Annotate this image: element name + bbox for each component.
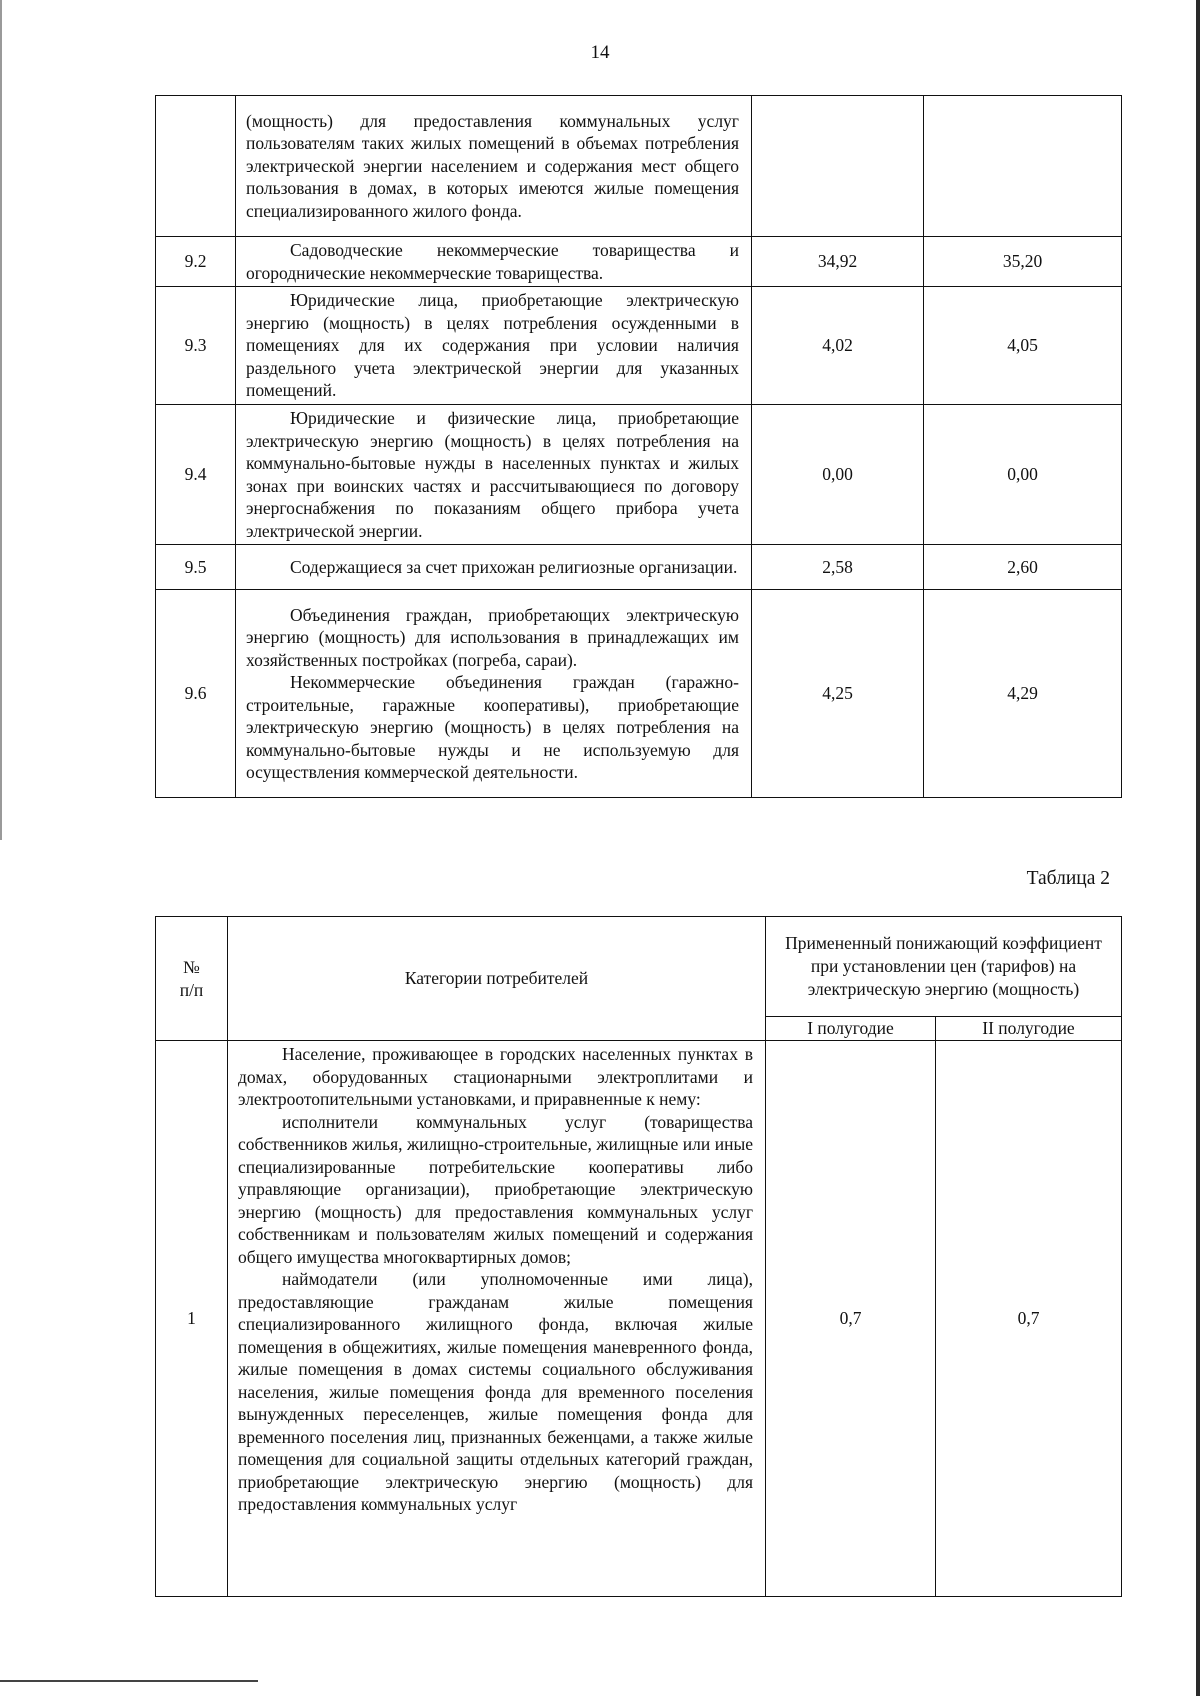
header-row	[156, 917, 1122, 1017]
category-paragraph: Объединения граждан, приобретающих электрическую энергию (мощность) для использования в принадлежащих им хозяйственных постройках (погреба, сараи).	[246, 604, 739, 670]
row-number	[156, 96, 236, 237]
page-number: 14	[590, 42, 610, 63]
table-row	[156, 96, 1122, 237]
header-number-abbr: п/п	[179, 979, 204, 1000]
value-half2	[924, 96, 1122, 237]
category-paragraph: Население, проживающее в городских населенных пунктах в домах, оборудованных стационарными электроплитами и электроотопительными установками, и приравненные к нему:	[238, 1044, 753, 1109]
scan-edge-right	[1196, 0, 1200, 1696]
table-caption: Таблица 2	[1026, 868, 1110, 889]
header-number	[156, 917, 228, 1041]
row-category-text	[236, 545, 752, 590]
row-category-text	[228, 1041, 766, 1597]
value-half1: 2,58	[752, 545, 924, 590]
category-paragraph: Юридические лица, приобретающие электрическую энергию (мощность) в целях потребления осужденными в помещениях для их содержания при условии наличия раздельного учета электрической энергии для указанных помещений.	[246, 290, 739, 401]
header-coefficient: Примененный понижающий коэффициент при установлении цен (тарифов) на электрическую энергию (мощность)	[766, 917, 1122, 1017]
table-2	[155, 916, 1122, 1597]
table-row	[156, 1041, 1122, 1597]
row-category-text	[236, 590, 752, 798]
footer-line	[0, 1680, 258, 1682]
category-paragraph: Садоводческие некоммерческие товарищества и огороднические некоммерческие товарищества.	[246, 240, 739, 283]
value-half2: 4,29	[924, 590, 1122, 798]
table-row	[156, 405, 1122, 545]
header-category: Категории потребителей	[228, 917, 766, 1041]
row-category-text	[236, 96, 752, 237]
table-continued	[155, 95, 1122, 798]
category-paragraph: (мощность) для предоставления коммунальных услуг пользователям таких жилых помещений в объемах потребления электрической энергии населением и содержания мест общего пользования в домах, в которых имеются жилые помещения специализированного жилого фонда.	[246, 110, 739, 221]
row-category-text	[236, 405, 752, 545]
row-number: 9.5	[156, 545, 236, 590]
scan-edge-left	[0, 0, 2, 840]
value-half1: 4,25	[752, 590, 924, 798]
value-half1: 34,92	[752, 237, 924, 287]
category-paragraph: исполнители коммунальных услуг (товарищества собственников жилья, жилищно-строительные, жилищные или иные специализированные потребительские кооперативы либо управляющие организации), приобретающие электрическую энергию (мощность) для предоставления коммунальных услуг собственникам и пользователям жилых помещений и содержания общего имущества многоквартирных домов;	[238, 1111, 753, 1267]
table-row	[156, 590, 1122, 798]
header-number-sign: №	[183, 956, 200, 977]
row-category-text	[236, 287, 752, 405]
row-number: 9.2	[156, 237, 236, 287]
category-paragraph: Юридические и физические лица, приобретающие электрическую энергию (мощность) в целях потребления на коммунально-бытовые нужды в населенных пунктах и жилых зонах при воинских частях и рассчитывающиеся по договору энергоснабжения по показаниям общего прибора учета электрической энергии.	[246, 408, 739, 541]
table-row	[156, 545, 1122, 590]
row-number: 9.6	[156, 590, 236, 798]
value-half2: 0,00	[924, 405, 1122, 545]
row-number: 9.3	[156, 287, 236, 405]
value-half2: 0,7	[936, 1041, 1122, 1597]
value-half1: 0,00	[752, 405, 924, 545]
row-number: 1	[156, 1041, 228, 1597]
header-half2: II полугодие	[936, 1017, 1122, 1041]
header-half1: I полугодие	[766, 1017, 936, 1041]
value-half1	[752, 96, 924, 237]
table-row	[156, 237, 1122, 287]
table-row	[156, 287, 1122, 405]
value-half1: 4,02	[752, 287, 924, 405]
value-half2: 4,05	[924, 287, 1122, 405]
row-number: 9.4	[156, 405, 236, 545]
category-paragraph: Содержащиеся за счет прихожан религиозные организации.	[290, 556, 738, 577]
row-category-text	[236, 237, 752, 287]
category-paragraph: наймодатели (или уполномоченные ими лица), предоставляющие гражданам жилые помещения специализированного жилищного фонда, включая жилые помещения в общежитиях, жилые помещения маневренного фонда, жилые помещения в домах системы социального обслуживания населения, жилые помещения фонда для временного поселения вынужденных переселенцев, жилые помещения фонда для временного поселения лиц, признанных беженцами, а также жилые помещения для социальной защиты отдельных категорий граждан, приобретающие электрическую энергию (мощность) для предоставления коммунальных услуг	[238, 1269, 753, 1514]
value-half1: 0,7	[766, 1041, 936, 1597]
value-half2: 35,20	[924, 237, 1122, 287]
value-half2: 2,60	[924, 545, 1122, 590]
category-paragraph: Некоммерческие объединения граждан (гаражно-строительные, гаражные кооперативы), приобретающие электрическую энергию (мощность) в целях потребления на коммунально-бытовые нужды и не используемую для осуществления коммерческой деятельности.	[246, 672, 739, 782]
